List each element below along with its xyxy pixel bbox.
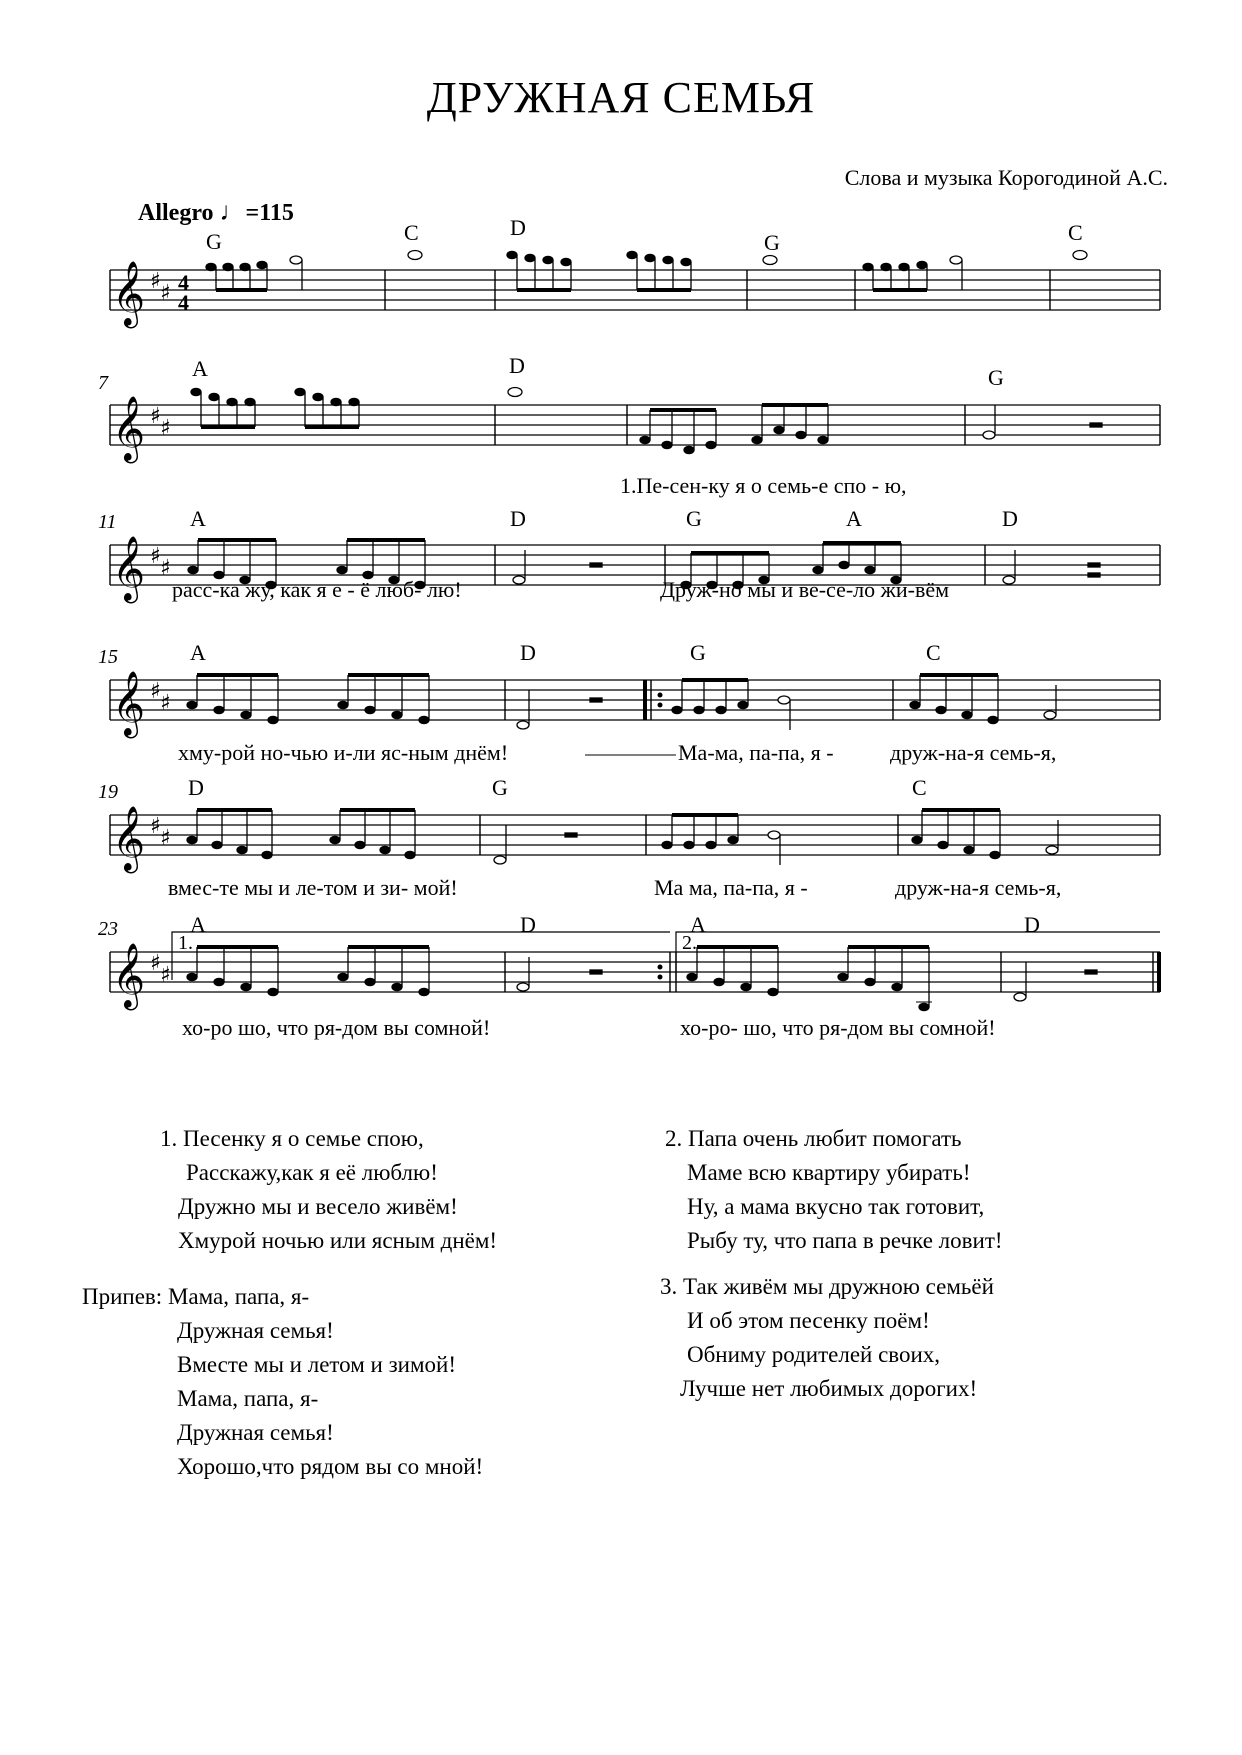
chord-label: G [690, 640, 706, 665]
chord-label: D [510, 506, 526, 531]
sharp-icon: ♯ [150, 269, 161, 294]
treble-clef-icon: 𝄞 [112, 943, 146, 1008]
chord-label: D [520, 640, 536, 665]
sharp-icon: ♯ [150, 814, 161, 839]
chorus-line: Припев: Мама, папа, я- [82, 1284, 310, 1309]
treble-clef-icon: 𝄞 [112, 671, 146, 736]
chord-label: G [686, 506, 702, 531]
chord-label: D [509, 353, 525, 378]
staff-system-5 [0, 775, 1242, 900]
chord-label: A [192, 356, 208, 381]
verse-line: 3. Так живём мы дружною семьёй [660, 1274, 994, 1299]
volta-1-label: 1. [178, 932, 193, 954]
measure-number: 11 [98, 511, 117, 533]
chord-label: D [1002, 506, 1018, 531]
lyrics-line: хму-рой но-чью и-ли яс-ным днём! [178, 740, 509, 765]
verse-1 [160, 1122, 497, 1258]
chord-label: C [912, 775, 927, 800]
lyrics-line: расс-ка жу, как я е - ё люб- лю! [172, 577, 462, 602]
verse-2 [665, 1122, 1003, 1258]
verse-line: Расскажу,как я её люблю! [186, 1160, 438, 1185]
measure-number: 19 [98, 781, 118, 803]
sharp-icon: ♯ [160, 416, 171, 441]
lyrics-line: 1.Пе-сен-ку я о семь-е спо - ю, [620, 473, 907, 498]
chorus-line: Мама, папа, я- [177, 1386, 319, 1411]
verse-line: Лучше нет любимых дорогих! [680, 1376, 978, 1401]
chord-label: D [520, 912, 536, 937]
lyrics-line: хо-ро- шо, что ря-дом вы сомной! [680, 1015, 996, 1040]
tempo-marking [138, 197, 294, 227]
lyrics-line: Друж-но мы и ве-се-ло жи-вём [660, 577, 950, 602]
sharp-icon: ♯ [150, 404, 161, 429]
staff-1-notation [0, 260, 1242, 340]
chorus-line: Дружная семья! [177, 1420, 334, 1445]
sharp-icon: ♯ [150, 951, 161, 976]
verse-line: И об этом песенку поём! [687, 1308, 930, 1333]
chord-label: C [926, 640, 941, 665]
chorus-label: Припев: [82, 1284, 163, 1309]
lyrics-line: друж-на-я семь-я, [890, 740, 1057, 765]
sharp-icon: ♯ [150, 679, 161, 704]
chord-label: D [1024, 912, 1040, 937]
chord-label: C [1068, 220, 1083, 245]
sharp-icon: ♯ [160, 556, 171, 581]
time-sig-bottom: 4 [178, 290, 189, 315]
chord-label: A [190, 506, 206, 531]
chord-label: A [190, 912, 206, 937]
verse-3 [660, 1270, 994, 1406]
measure-number: 7 [98, 372, 108, 394]
verse-line: 2. Папа очень любит помогать [665, 1126, 962, 1151]
verse-line: Дружно мы и весело живём! [178, 1194, 458, 1219]
lyrics-line: друж-на-я семь-я, [895, 875, 1062, 900]
tempo-text: Allegro [138, 200, 214, 226]
measure-number: 15 [98, 646, 118, 668]
treble-clef-icon: 𝄞 [112, 396, 146, 461]
treble-clef-icon: 𝄞 [112, 536, 146, 601]
verse-line: 1. Песенку я о семье спою, [160, 1126, 424, 1151]
repeat-dot [658, 703, 663, 708]
verse-line: Обниму родителей своих, [687, 1342, 941, 1367]
sharp-icon: ♯ [160, 963, 171, 988]
page-title: ДРУЖНАЯ СЕМЬЯ [426, 73, 816, 122]
volta-2-label: 2. [682, 932, 697, 954]
lyrics-line: вмес-те мы и ле-том и зи- мой! [168, 875, 458, 900]
time-sig-top: 4 [178, 270, 189, 295]
chord-label: C [404, 220, 419, 245]
verse-line: Хмурой ночью или ясным днём! [178, 1228, 498, 1253]
chorus-line: Дружная семья! [177, 1318, 334, 1343]
chord-label: D [510, 215, 526, 240]
sharp-icon: ♯ [150, 544, 161, 569]
chord-label: G [492, 775, 508, 800]
chord-label: G [206, 229, 222, 254]
volta-brackets [172, 932, 1160, 980]
verse-line: Маме всю квартиру убирать! [687, 1160, 971, 1185]
sharp-icon: ♯ [160, 826, 171, 851]
quarter-note-icon: ♩ [219, 197, 246, 226]
chord-label: A [690, 912, 706, 937]
chorus [82, 1280, 483, 1484]
treble-clef-icon: 𝄞 [112, 261, 146, 326]
chorus-line: Хорошо,что рядом вы со мной! [177, 1454, 484, 1479]
chorus-line: Вместе мы и летом и зимой! [177, 1352, 456, 1377]
verse-line: Рыбу ту, что папа в речке ловит! [687, 1228, 1003, 1253]
staff-system-1 [0, 215, 1242, 340]
sharp-icon: ♯ [160, 281, 171, 306]
chord-label: D [188, 775, 204, 800]
staff-system-3 [0, 506, 1242, 625]
lyrics-line: Ма ма, па-па, я - [654, 875, 808, 900]
repeat-dot [658, 975, 663, 980]
staff-system-2 [0, 353, 1242, 498]
tempo-bpm: =115 [245, 200, 294, 226]
lyrics-line: Ма-ма, па-па, я - [678, 740, 834, 765]
repeat-dot [658, 965, 663, 970]
repeat-dot [658, 693, 663, 698]
staff-system-4 [0, 640, 1242, 765]
verse-line: Ну, а мама вкусно так готовит, [687, 1194, 985, 1219]
staff-system-6 [0, 912, 1242, 1040]
chord-label: G [988, 365, 1004, 390]
measure-number: 23 [98, 918, 118, 940]
chord-label: G [764, 230, 780, 255]
chord-label: A [846, 506, 862, 531]
chord-label: A [190, 640, 206, 665]
composer-credit: Слова и музыка Корогодиной А.С. [844, 165, 1168, 190]
sharp-icon: ♯ [160, 691, 171, 716]
lyrics-line: хо-ро шо, что ря-дом вы сомной! [182, 1015, 491, 1040]
treble-clef-icon: 𝄞 [112, 806, 146, 871]
